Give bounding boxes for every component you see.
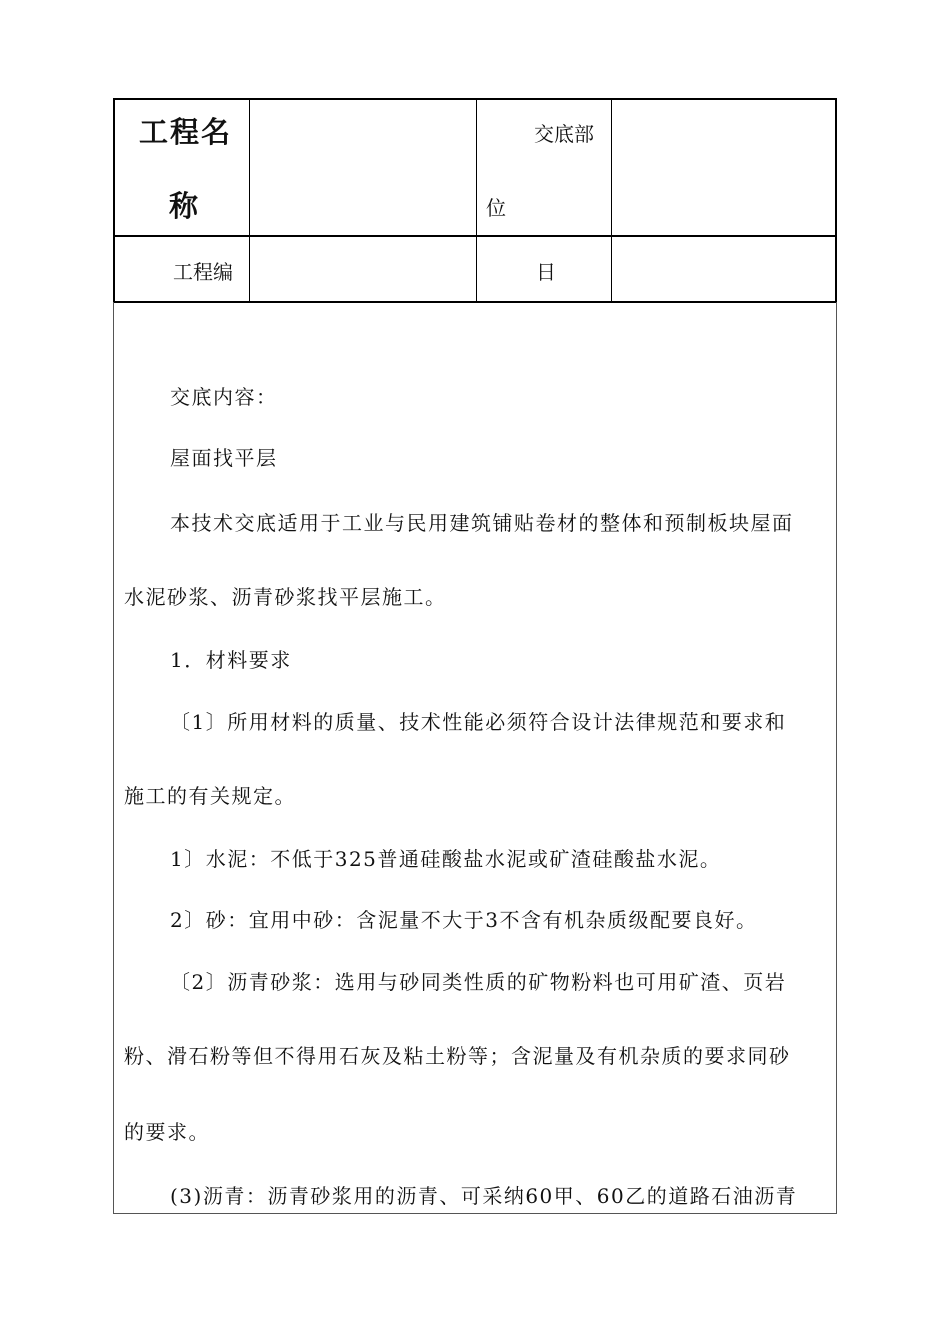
row-divider [115, 235, 835, 237]
paragraph-line: 本技术交底适用于工业与民用建筑铺贴卷材的整体和预制板块屋面 [170, 511, 794, 535]
paragraph-line: 〔2〕沥青砂浆：选用与砂同类性质的矿物粉料也可用矿渣、页岩 [170, 970, 787, 994]
handover-part-label-line1: 交底部 [534, 122, 594, 146]
content-title: 屋面找平层 [170, 446, 278, 470]
paragraph-line: 水泥砂浆、沥青砂浆找平层施工。 [124, 585, 447, 609]
paragraph-line: 施工的有关规定。 [124, 784, 296, 808]
project-name-label-line2: 称 [169, 189, 201, 223]
paragraph-line: 2〕砂：宜用中砂：含泥量不大于3不含有机杂质级配要良好。 [170, 908, 758, 932]
paragraph-line: 1〕水泥：不低于325普通硅酸盐水泥或矿渣硅酸盐水泥。 [170, 847, 722, 871]
handover-part-label-line2: 位 [486, 196, 506, 220]
column-divider [611, 100, 612, 301]
project-no-field[interactable] [251, 240, 475, 300]
paragraph-line: 的要求。 [124, 1120, 210, 1144]
date-label: 日 [536, 260, 556, 284]
column-divider [476, 100, 477, 301]
paragraph-line: (3)沥青：沥青砂浆用的沥青、可采纳60甲、60乙的道路石油沥青 [170, 1184, 798, 1208]
date-field[interactable] [613, 240, 835, 300]
header-table [113, 98, 837, 303]
project-name-label-line1: 工程名 [139, 115, 233, 149]
paragraph-line: 〔1〕所用材料的质量、技术性能必须符合设计法律规范和要求和 [170, 710, 787, 734]
content-box [113, 302, 837, 1214]
project-no-label: 工程编 [173, 260, 233, 284]
section-heading: 1．材料要求 [170, 648, 292, 672]
handover-part-field[interactable] [613, 110, 835, 234]
content-heading: 交底内容： [170, 385, 278, 409]
column-divider [249, 100, 250, 301]
paragraph-line: 粉、滑石粉等但不得用石灰及粘土粉等；含泥量及有机杂质的要求同砂 [124, 1044, 791, 1068]
project-name-field[interactable] [251, 110, 475, 234]
